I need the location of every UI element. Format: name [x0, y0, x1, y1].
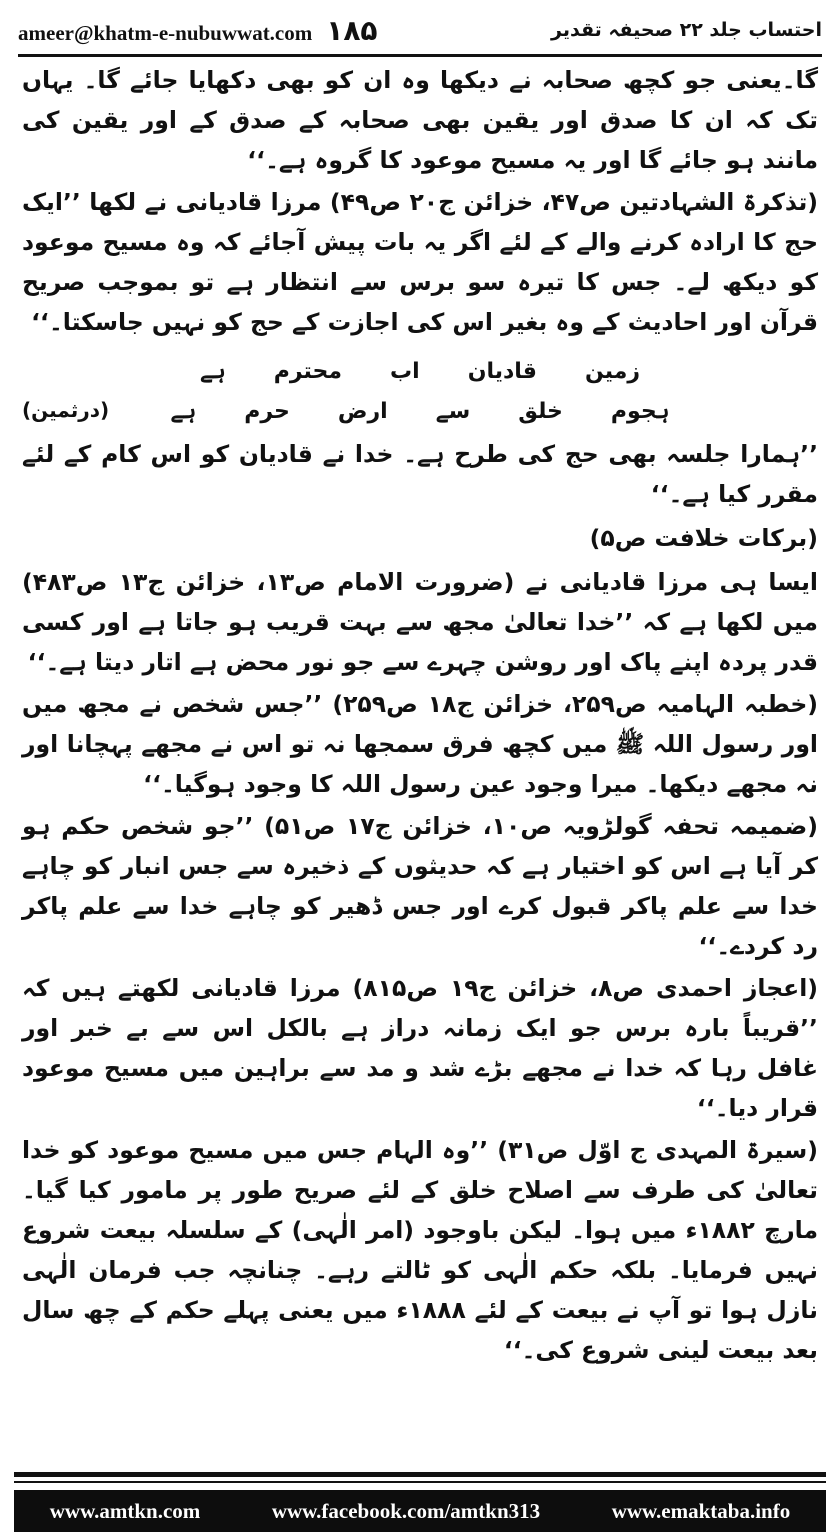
verse-word: سے [435, 399, 471, 424]
verse-block [22, 352, 818, 432]
paragraph-6: (ضمیمہ تحفہ گولڑویہ ص۱۰، خزائن ج۱۷ ص۵۱) ’’جو شخص حکم ہو کر آیا ہے اس کو اختیار ہے کہ حدیثوں کے ذخیرہ سے جس انبار کو چاہے خدا سے علم پاکر قبول کرے اور جس ڈھیر کو چاہے خدا سے علم پاکر رد کردے۔‘‘ [22, 812, 818, 960]
paragraph-8: (سیرۃ المہدی ج اوّل ص۳۱) ’’وہ الہام جس میں مسیح موعود کو خدا تعالیٰ کی طرف سے اصلاح خلق کے لئے صریح طور پر مامور کیا گیا۔ مارچ ۱۸۸۲ء میں ہوا۔ لیکن باوجود (امر الٰہی) کے سلسلہ بیعت شروع نہیں فرمایا۔ بلکہ حکم الٰہی کو ٹالتے رہے۔ چنانچہ جب فرمان الٰہی نازل ہوا تو آپ نے بیعت کے لئے ۱۸۸۸ء میں یعنی پہلے حکم کے چھ سال بعد بیعت لینی شروع کی۔‘‘ [22, 1136, 818, 1364]
verse-word: ہجوم [610, 399, 670, 424]
footer-link-emaktaba[interactable]: www.emaktaba.info [611, 1498, 791, 1523]
verse-word: محترم [273, 359, 343, 384]
page-body [22, 60, 818, 1458]
page-header [18, 8, 822, 52]
paragraph-7: (اعجاز احمدی ص۸، خزائن ج۱۹ ص۸۱۵) مرزا قادیانی لکھتے ہیں کہ ’’قریباً بارہ برس جو ایک زمانہ دراز ہے بالکل اس سے بے خبر اور غافل رہا کہ خدا نے مجھے بڑے شد و مد سے براہین میں مسیح موعود قرار دیا۔‘‘ [22, 974, 818, 1122]
reference-line: (برکات خلافت ص۵) [589, 524, 818, 552]
verse-word: ہے [199, 359, 226, 384]
running-title: احتساب جلد ۲۲ صحیفہ تقدیر [551, 19, 822, 41]
verse-word: قادیان [467, 359, 537, 384]
verse-line-1 [22, 352, 818, 392]
paragraph-1: گا۔یعنی جو کچھ صحابہ نے دیکھا وہ ان کو بھی دکھایا جائے گا۔ یہاں تک کہ ان کا صدق اور یقین بھی صحابہ کے صدق کے اور یقین کی مانند ہو جائے گا اور یہ مسیح موعود کا گروہ ہے۔‘‘ [22, 66, 818, 174]
header-left [18, 14, 378, 47]
header-rule [18, 54, 822, 57]
verse-source: (درثمین) [22, 398, 110, 422]
verse-word: ہے [170, 399, 197, 424]
paragraph-2: (تذکرۃ الشہادتین ص۴۷، خزائن ج۲۰ ص۴۹) مرزا قادیانی نے لکھا ’’ایک حج کا ارادہ کرنے والے کے لئے اگر یہ بات پیش آجائے کہ وہ مسیح موعود کو دیکھ لے۔ جس کا تیرہ سو برس سے انتظار ہے تو بموجب صریح قرآن اور احادیث کے وہ بغیر اس کی اجازت کے حج کو نہیں جاسکتا۔‘‘ [22, 188, 819, 336]
verse-line-2 [22, 392, 818, 432]
paragraph-4: ایسا ہی مرزا قادیانی نے (ضرورت الامام ص۱۳، خزائن ج۱۳ ص۴۸۳) میں لکھا ہے کہ ’’خدا تعالیٰ مجھ سے بہت قریب ہو جاتا ہے اور کسی قدر پردہ اپنے پاک اور روشن چہرے سے جو نور محض ہے اتار دیتا ہے۔‘‘ [22, 568, 818, 676]
header-email[interactable]: ameer@khatm-e-nubuwwat.com [18, 20, 313, 45]
footer-link-facebook[interactable]: www.facebook.com/amtkn313 [271, 1498, 541, 1523]
verse-word: اب [390, 359, 420, 384]
verse-word: زمین [584, 359, 641, 384]
paragraph-3: ’’ہمارا جلسہ بھی حج کی طرح ہے۔ خدا نے قادیان کو اس کام کے لئے مقرر کیا ہے۔‘‘ [22, 440, 818, 508]
page-footer [14, 1490, 826, 1532]
verse-word: ارض [337, 399, 388, 424]
footer-rule-thin [14, 1481, 826, 1483]
page-number: ۱۸۵ [326, 13, 378, 47]
verse-word: خلق [518, 399, 563, 424]
footer-link-amtkn[interactable]: www.amtkn.com [49, 1498, 201, 1523]
verse-word: حرم [244, 399, 290, 424]
paragraph-5: (خطبہ الہامیہ ص۲۵۹، خزائن ج۱۸ ص۲۵۹) ’’جس شخص نے مجھ میں اور رسول اللہ ﷺ میں کچھ فرق سمجھا نہ تو اس نے مجھے پہچانا اور نہ مجھے دیکھا۔ میرا وجود عین رسول اللہ کا وجود ہوگیا۔‘‘ [22, 690, 818, 798]
footer-rule-thick [14, 1472, 826, 1477]
